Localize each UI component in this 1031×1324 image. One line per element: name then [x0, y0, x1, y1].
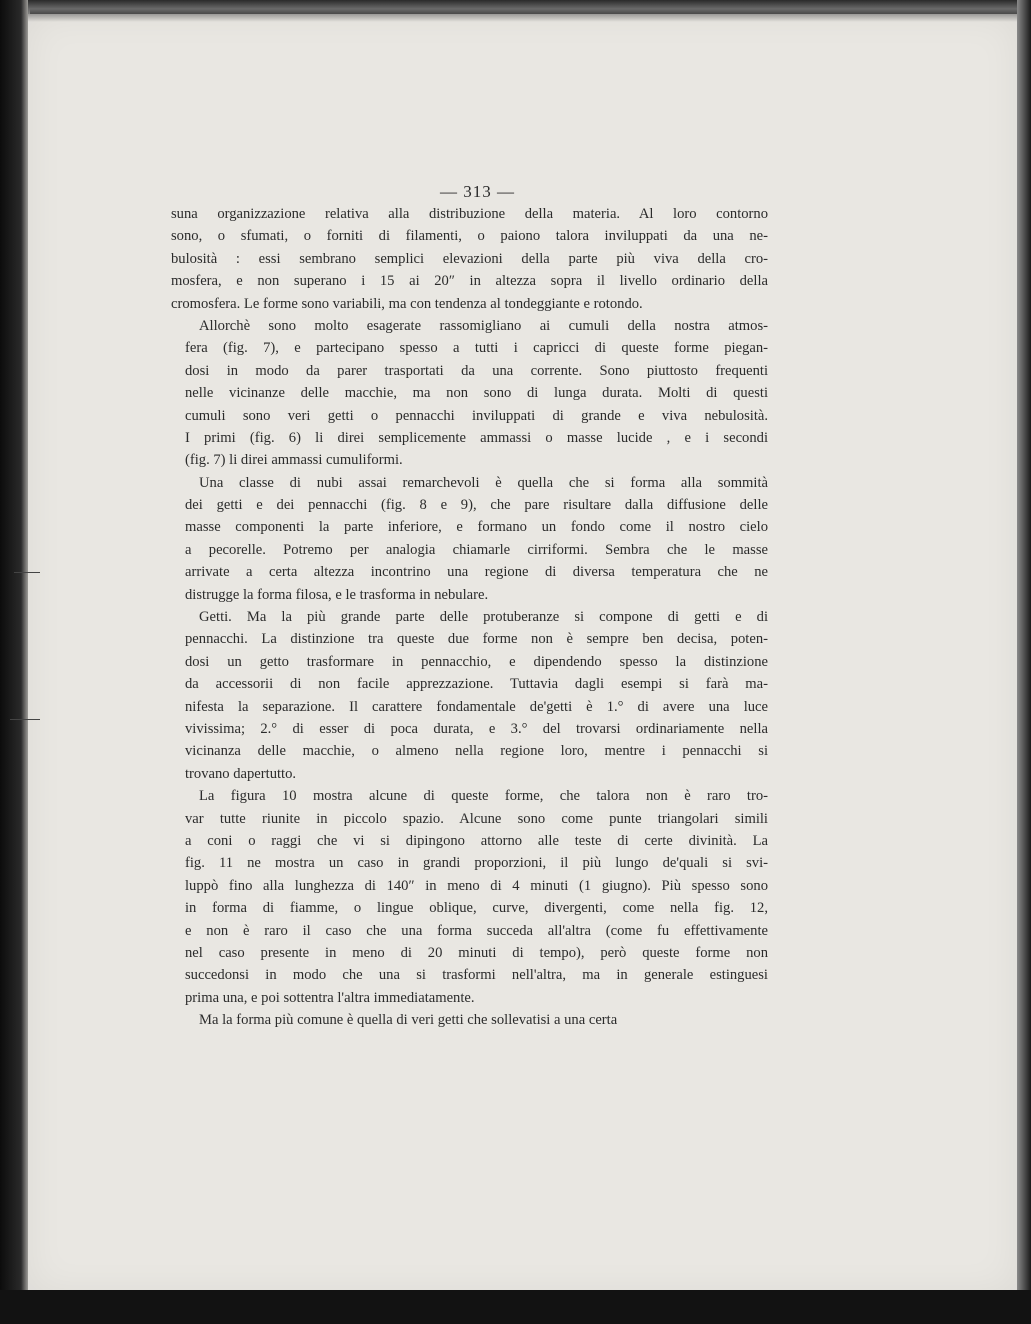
top-edge-shadow	[28, 0, 1018, 22]
text-line: dosi un getto trasformare in pennacchio, e dipendendo spesso la distinzione	[185, 653, 768, 670]
text-line: prima una, e poi sottentra l'altra immediatamente.	[185, 989, 475, 1006]
text-line: da accessorii di non facile apprezzazione. Tuttavia dagli esempi si farà ma-	[185, 676, 768, 693]
paragraph	[171, 203, 768, 315]
page-number: — 313 —	[440, 182, 515, 201]
paragraph	[171, 315, 768, 472]
margin-mark	[10, 719, 40, 720]
paragraph	[171, 1009, 768, 1031]
text-line: nifesta la separazione. Il carattere fondamentale de'getti è 1.° di avere una luce	[185, 698, 768, 715]
text-line: (fig. 7) li direi ammassi cumuliformi.	[185, 452, 403, 469]
text-line: vicinanza delle macchie, o almeno nella regione loro, mentre i pennacchi si	[185, 743, 768, 760]
text-line: luppò fino alla lunghezza di 140″ in meno di 4 minuti (1 giugno). Più spesso sono	[185, 877, 768, 894]
text-line: dosi in modo da parer trasportati da una corrente. Sono piuttosto frequenti	[185, 362, 768, 379]
text-line: e non è raro il caso che una forma succeda all'altra (come fu effettivamente	[185, 922, 768, 939]
paragraph	[171, 785, 768, 1009]
text-line: cromosfera. Le forme sono variabili, ma con tendenza al tondeggiante e rotondo.	[171, 295, 643, 312]
text-line: Allorchè sono molto esagerate rassomigliano ai cumuli della nostra atmos-	[199, 317, 768, 334]
text-line: Getti. Ma la più grande parte delle protuberanze si compone di getti e di	[199, 609, 768, 626]
text-line: nel caso presente in meno di 20 minuti di tempo), però queste forme non	[185, 944, 768, 961]
text-line: dei getti e dei pennacchi (fig. 8 e 9), che pare risultare dalla diffusione delle	[185, 497, 768, 514]
text-line: distrugge la forma filosa, e le trasforma in nebulare.	[185, 586, 489, 603]
text-line: nelle vicinanze delle macchie, ma non sono di lunga durata. Molti di questi	[185, 385, 768, 402]
right-edge-shadow	[1017, 0, 1031, 1324]
text-line: in forma di fiamme, o lingue oblique, curve, divergenti, come nella fig. 12,	[185, 900, 768, 917]
text-line: masse componenti la parte inferiore, e formano un fondo come il nostro cielo	[185, 519, 768, 536]
text-line: suna organizzazione relativa alla distribuzione della materia. Al loro contorno	[171, 206, 768, 222]
text-line: trovano dapertutto.	[185, 765, 297, 782]
text-line: fig. 11 ne mostra un caso in grandi proporzioni, il più lungo de'quali si svi-	[185, 855, 768, 872]
paragraph	[171, 472, 768, 606]
text-line: var tutte riunite in piccolo spazio. Alcune sono come punte triangolari simili	[185, 810, 768, 827]
text-line: sono, o sfumati, o forniti di filamenti, o paiono talora inviluppati da una ne-	[171, 228, 768, 245]
body-text	[171, 203, 768, 1031]
text-line: I primi (fig. 6) li direi semplicemente ammassi o masse lucide , e i secondi	[185, 429, 768, 446]
text-line: mosfera, e non superano i 15 ai 20″ in altezza sopra il livello ordinario della	[171, 273, 768, 290]
paragraph	[171, 606, 768, 785]
bottom-edge-shadow	[0, 1290, 1031, 1324]
margin-mark	[14, 572, 40, 573]
text-line: Una classe di nubi assai remarchevoli è quella che si forma alla sommità	[199, 474, 768, 491]
text-line: vivissima; 2.° di esser di poca durata, e 3.° del trovarsi ordinariamente nella	[185, 720, 768, 737]
text-line: Ma la forma più comune è quella di veri getti che sollevatisi a una certa	[199, 1012, 618, 1029]
text-line: La figura 10 mostra alcune di queste forme, che talora non è raro tro-	[199, 788, 768, 805]
text-line: pennacchi. La distinzione tra queste due forme non è sempre ben decisa, poten-	[185, 631, 768, 648]
text-line: arrivate a certa altezza incontrino una regione di diversa temperatura che ne	[185, 564, 768, 581]
text-line: succedonsi in modo che una si trasformi nell'altra, ma in generale estinguesi	[185, 967, 768, 984]
text-line: fera (fig. 7), e partecipano spesso a tutti i capricci di queste forme piegan-	[185, 340, 768, 357]
text-line: cumuli sono veri getti o pennacchi inviluppati di grande e viva nebulosità.	[185, 407, 768, 424]
text-line: a coni o raggi che vi si dipingono attorno alle teste di certe divinità. La	[185, 832, 768, 849]
text-line: a pecorelle. Potremo per analogia chiamarle cirriformi. Sembra che le masse	[185, 541, 768, 558]
text-line: bulosità : essi sembrano semplici elevazioni della parte più viva della cro-	[171, 250, 768, 267]
